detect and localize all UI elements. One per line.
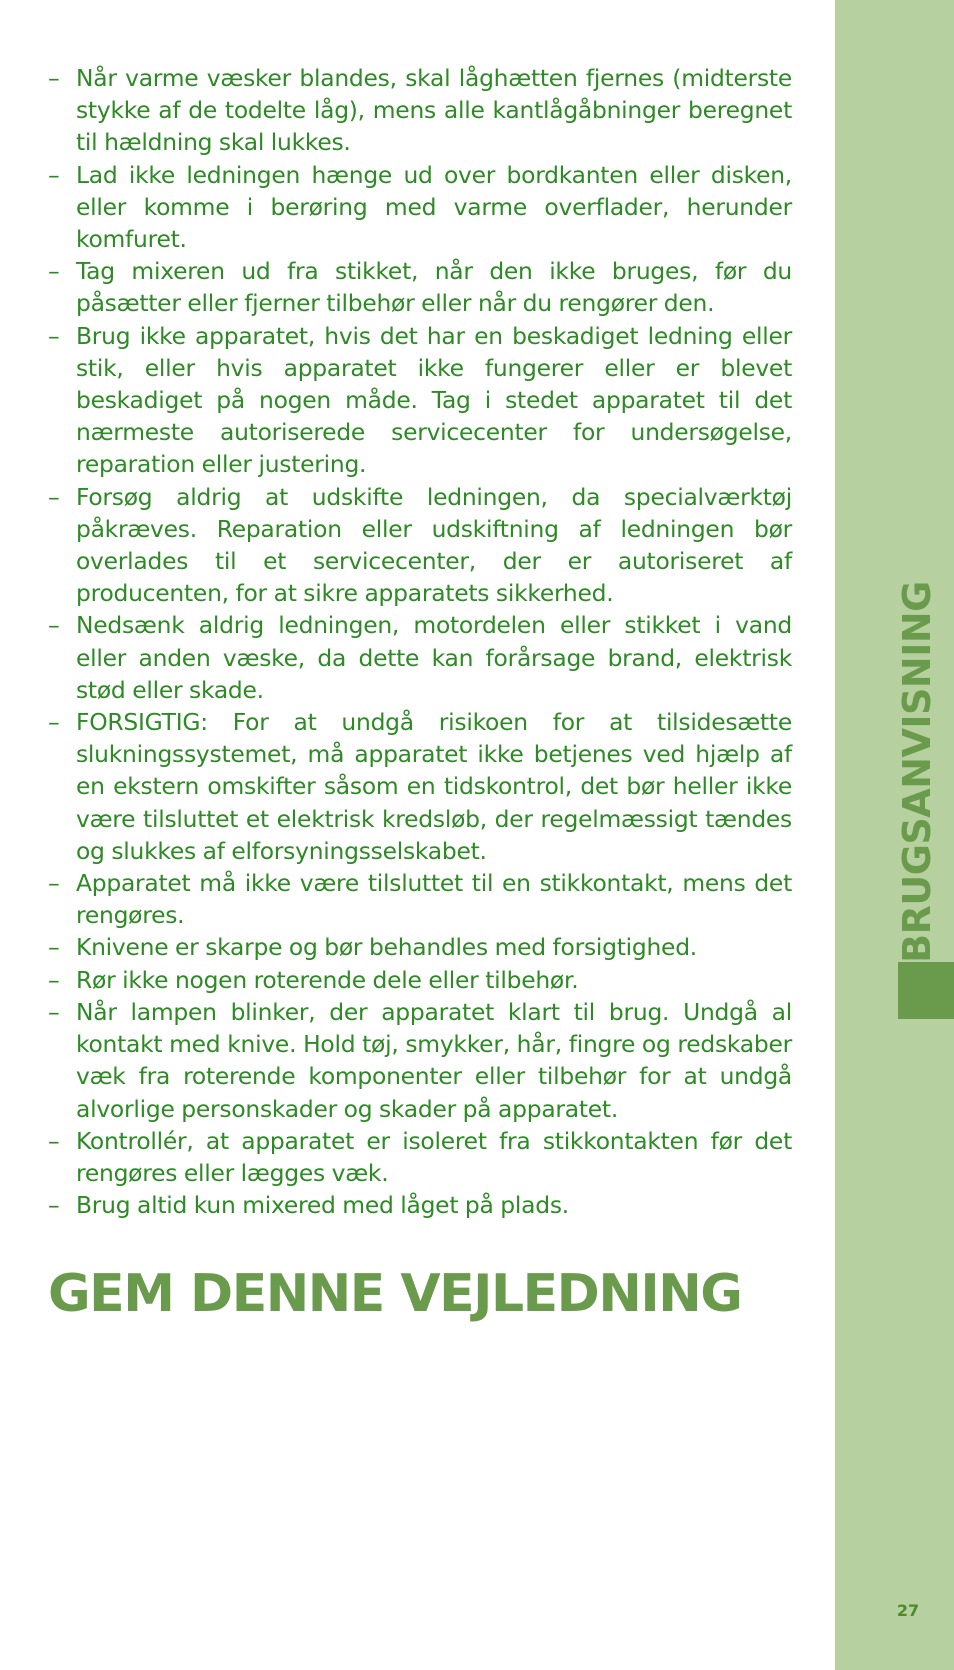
bullet-dash: – [48,869,60,898]
list-item [48,706,792,867]
list-item [48,964,792,996]
list-item-text: Når varme væsker blandes, skal låghætten fjernes (midterste stykke af de todelte låg), mens alle kantlågåbninger beregnet til hældning skal lukkes. [76,64,792,157]
list-item [48,996,792,1125]
safety-instructions-list [48,62,792,1221]
section-label: BRUGSANVISNING [895,581,939,963]
instructions-content [48,62,792,1221]
list-item [48,62,792,159]
bullet-dash: – [48,64,60,92]
page-number: 27 [896,1601,920,1620]
list-item-text: Tag mixeren ud fra stikket, når den ikke bruges, før du påsætter eller fjerner tilbehør eller når du rengører den. [76,257,792,318]
list-item-text: Brug altid kun mixered med låget på plads. [76,1191,569,1220]
list-item [48,1189,792,1221]
list-item [48,609,792,706]
bullet-dash: – [48,965,60,994]
list-item-text: FORSIGTIG: For at undgå risikoen for at tilsidesætte slukningssystemet, må apparatet ikke betjenes ved hjælp af en ekstern omskifter såsom en tidskontrol, det bør heller ikke være tilsluttet et elektrisk kredsløb, der regelmæssigt tændes og slukkes af elforsyningsselskabet. [76,708,792,865]
bullet-dash: – [48,160,60,189]
list-item [48,255,792,319]
page-heading: GEM DENNE VEJLEDNING [48,1264,742,1324]
list-item [48,931,792,963]
list-item-text: Lad ikke ledningen hænge ud over bordkanten eller disken, eller komme i berøring med varme overflader, herunder komfuret. [76,160,792,254]
list-item [48,320,792,481]
list-item-text: Kontrollér, at apparatet er isoleret fra stikkontakten før det rengøres eller lægges væk. [76,1126,792,1187]
list-item [48,867,792,931]
bullet-dash: – [48,708,60,737]
list-item [48,481,792,610]
list-item-text: Når lampen blinker, der apparatet klart til brug. Undgå al kontakt med knive. Hold tøj, smykker, hår, fingre og redskaber væk fra roterende komponenter eller tilbehør for at undgå alvorlige personskader og skader på apparatet. [76,997,792,1123]
list-item-text: Rør ikke nogen roterende dele eller tilbehør. [76,965,579,994]
list-item-text: Nedsænk aldrig ledningen, motordelen eller stikket i vand eller anden væske, da dette kan forårsage brand, elektrisk stød eller skade. [76,611,792,704]
list-item [48,159,792,256]
list-item-text: Knivene er skarpe og bør behandles med forsigtighed. [76,933,697,962]
bullet-dash: – [48,997,60,1026]
bullet-dash: – [48,611,60,640]
bullet-dash: – [48,933,60,962]
bullet-dash: – [48,1126,60,1155]
bullet-dash: – [48,1191,60,1220]
list-item-text: Forsøg aldrig at udskifte ledningen, da specialværktøj påkræves. Reparation eller udskiftning af ledningen bør overlades til et servicecenter, der er autoriseret af producenten, for at sikre apparatets sikkerhed. [76,482,792,608]
bullet-dash: – [48,482,60,511]
bullet-dash: – [48,321,60,350]
bullet-dash: – [48,257,60,286]
list-item-text: Apparatet må ikke være tilsluttet til en stikkontakt, mens det rengøres. [76,869,792,930]
list-item-text: Brug ikke apparatet, hvis det har en beskadiget ledning eller stik, eller hvis apparatet ikke fungerer eller er blevet beskadiget på nogen måde. Tag i stedet apparatet til det nærmeste autoriserede servicecenter for undersøgelse, reparation eller justering. [76,321,792,479]
section-tab-marker [898,962,954,1019]
list-item [48,1125,792,1189]
